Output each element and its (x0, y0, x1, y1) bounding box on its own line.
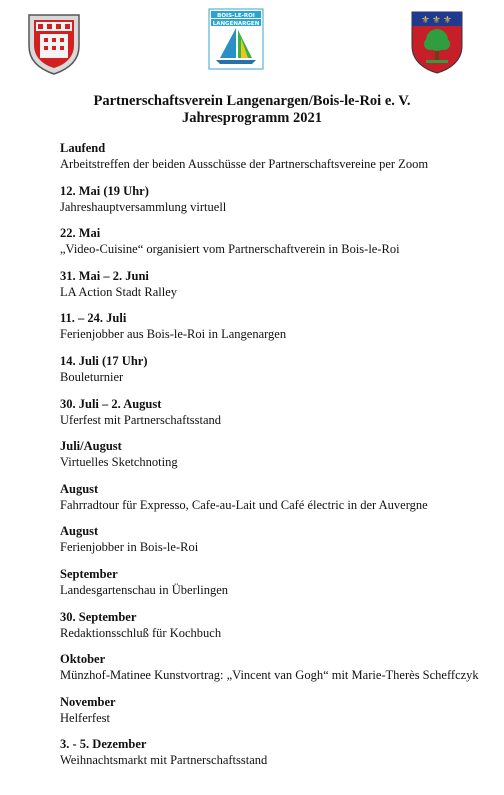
svg-text:⚜: ⚜ (443, 15, 452, 26)
entry-date: August (60, 481, 99, 496)
entry-description: Ferienjobber in Bois-le-Roi (60, 540, 199, 555)
program-entry (60, 183, 500, 226)
program-entry (60, 523, 500, 566)
partnership-sailboat-logo (208, 8, 264, 70)
program-entry (60, 225, 500, 268)
entry-date: September (60, 566, 118, 581)
entry-date: 22. Mai (60, 226, 101, 241)
entry-date: 30. September (60, 609, 137, 624)
program-entry (60, 140, 500, 183)
program-entry (60, 310, 500, 353)
program-entry (60, 694, 500, 737)
langenargen-crest-icon (26, 12, 82, 76)
entry-description: Helferfest (60, 710, 110, 725)
document-title (0, 93, 504, 127)
program-list (60, 140, 500, 779)
entry-date: Oktober (60, 652, 106, 667)
entry-date: Laufend (60, 141, 106, 155)
title-line-1: Partnerschaftsverein Langenargen/Bois-le-Roi e. V. (93, 93, 411, 109)
entry-description: Münzhof-Matinee Kunstvortrag: „Vincent van Gogh“ mit Marie-Therès Scheffczyk (60, 668, 479, 683)
entry-description: Weihnachtsmarkt mit Partnerschaftsstand (60, 753, 268, 768)
program-entry (60, 651, 500, 694)
program-entry (60, 438, 500, 481)
entry-date: August (60, 524, 99, 539)
entry-date: 11. – 24. Juli (60, 311, 127, 326)
program-entry (60, 353, 500, 396)
program-entry (60, 609, 500, 652)
entry-date: 14. Juli (17 Uhr) (60, 353, 148, 368)
entry-description: Uferfest mit Partnerschaftsstand (60, 412, 222, 427)
svg-text:BOIS-LE-ROI: BOIS-LE-ROI (217, 13, 255, 19)
program-entry (60, 736, 500, 779)
entry-description: Fahrradtour für Expresso, Cafe-au-Lait und Café électric in der Auvergne (60, 497, 428, 512)
program-entry (60, 396, 500, 439)
entry-description: Arbeitstreffen der beiden Ausschüsse der Partnerschaftsvereine per Zoom (60, 157, 429, 171)
entry-date: 30. Juli – 2. August (60, 396, 162, 411)
entry-date: 31. Mai – 2. Juni (60, 268, 149, 283)
entry-description: Redaktionsschluß für Kochbuch (60, 625, 222, 640)
entry-description: Ferienjobber aus Bois-le-Roi in Langenargen (60, 327, 287, 342)
entry-description: LA Action Stadt Ralley (60, 284, 178, 299)
svg-text:⚜: ⚜ (421, 15, 430, 26)
bois-le-roi-crest-icon (410, 10, 464, 74)
entry-description: Jahreshauptversammlung virtuell (60, 199, 227, 214)
entry-date: 3. - 5. Dezember (60, 737, 147, 752)
entry-date: 12. Mai (19 Uhr) (60, 183, 149, 198)
svg-text:⚜: ⚜ (432, 15, 441, 26)
title-line-2: Jahresprogramm 2021 (181, 110, 323, 126)
entry-date: November (60, 694, 116, 709)
program-entry (60, 481, 500, 524)
svg-text:LANGENARGEN: LANGENARGEN (212, 21, 260, 27)
entry-description: Virtuelles Sketchnoting (60, 455, 178, 470)
program-entry (60, 566, 500, 609)
entry-date: Juli/August (60, 439, 122, 454)
entry-description: Bouleturnier (60, 369, 124, 384)
entry-description: „Video-Cuisine“ organisiert vom Partnerschaftverein in Bois-le-Roi (60, 242, 400, 257)
program-entry (60, 268, 500, 311)
entry-description: Landesgartenschau in Überlingen (60, 582, 228, 597)
